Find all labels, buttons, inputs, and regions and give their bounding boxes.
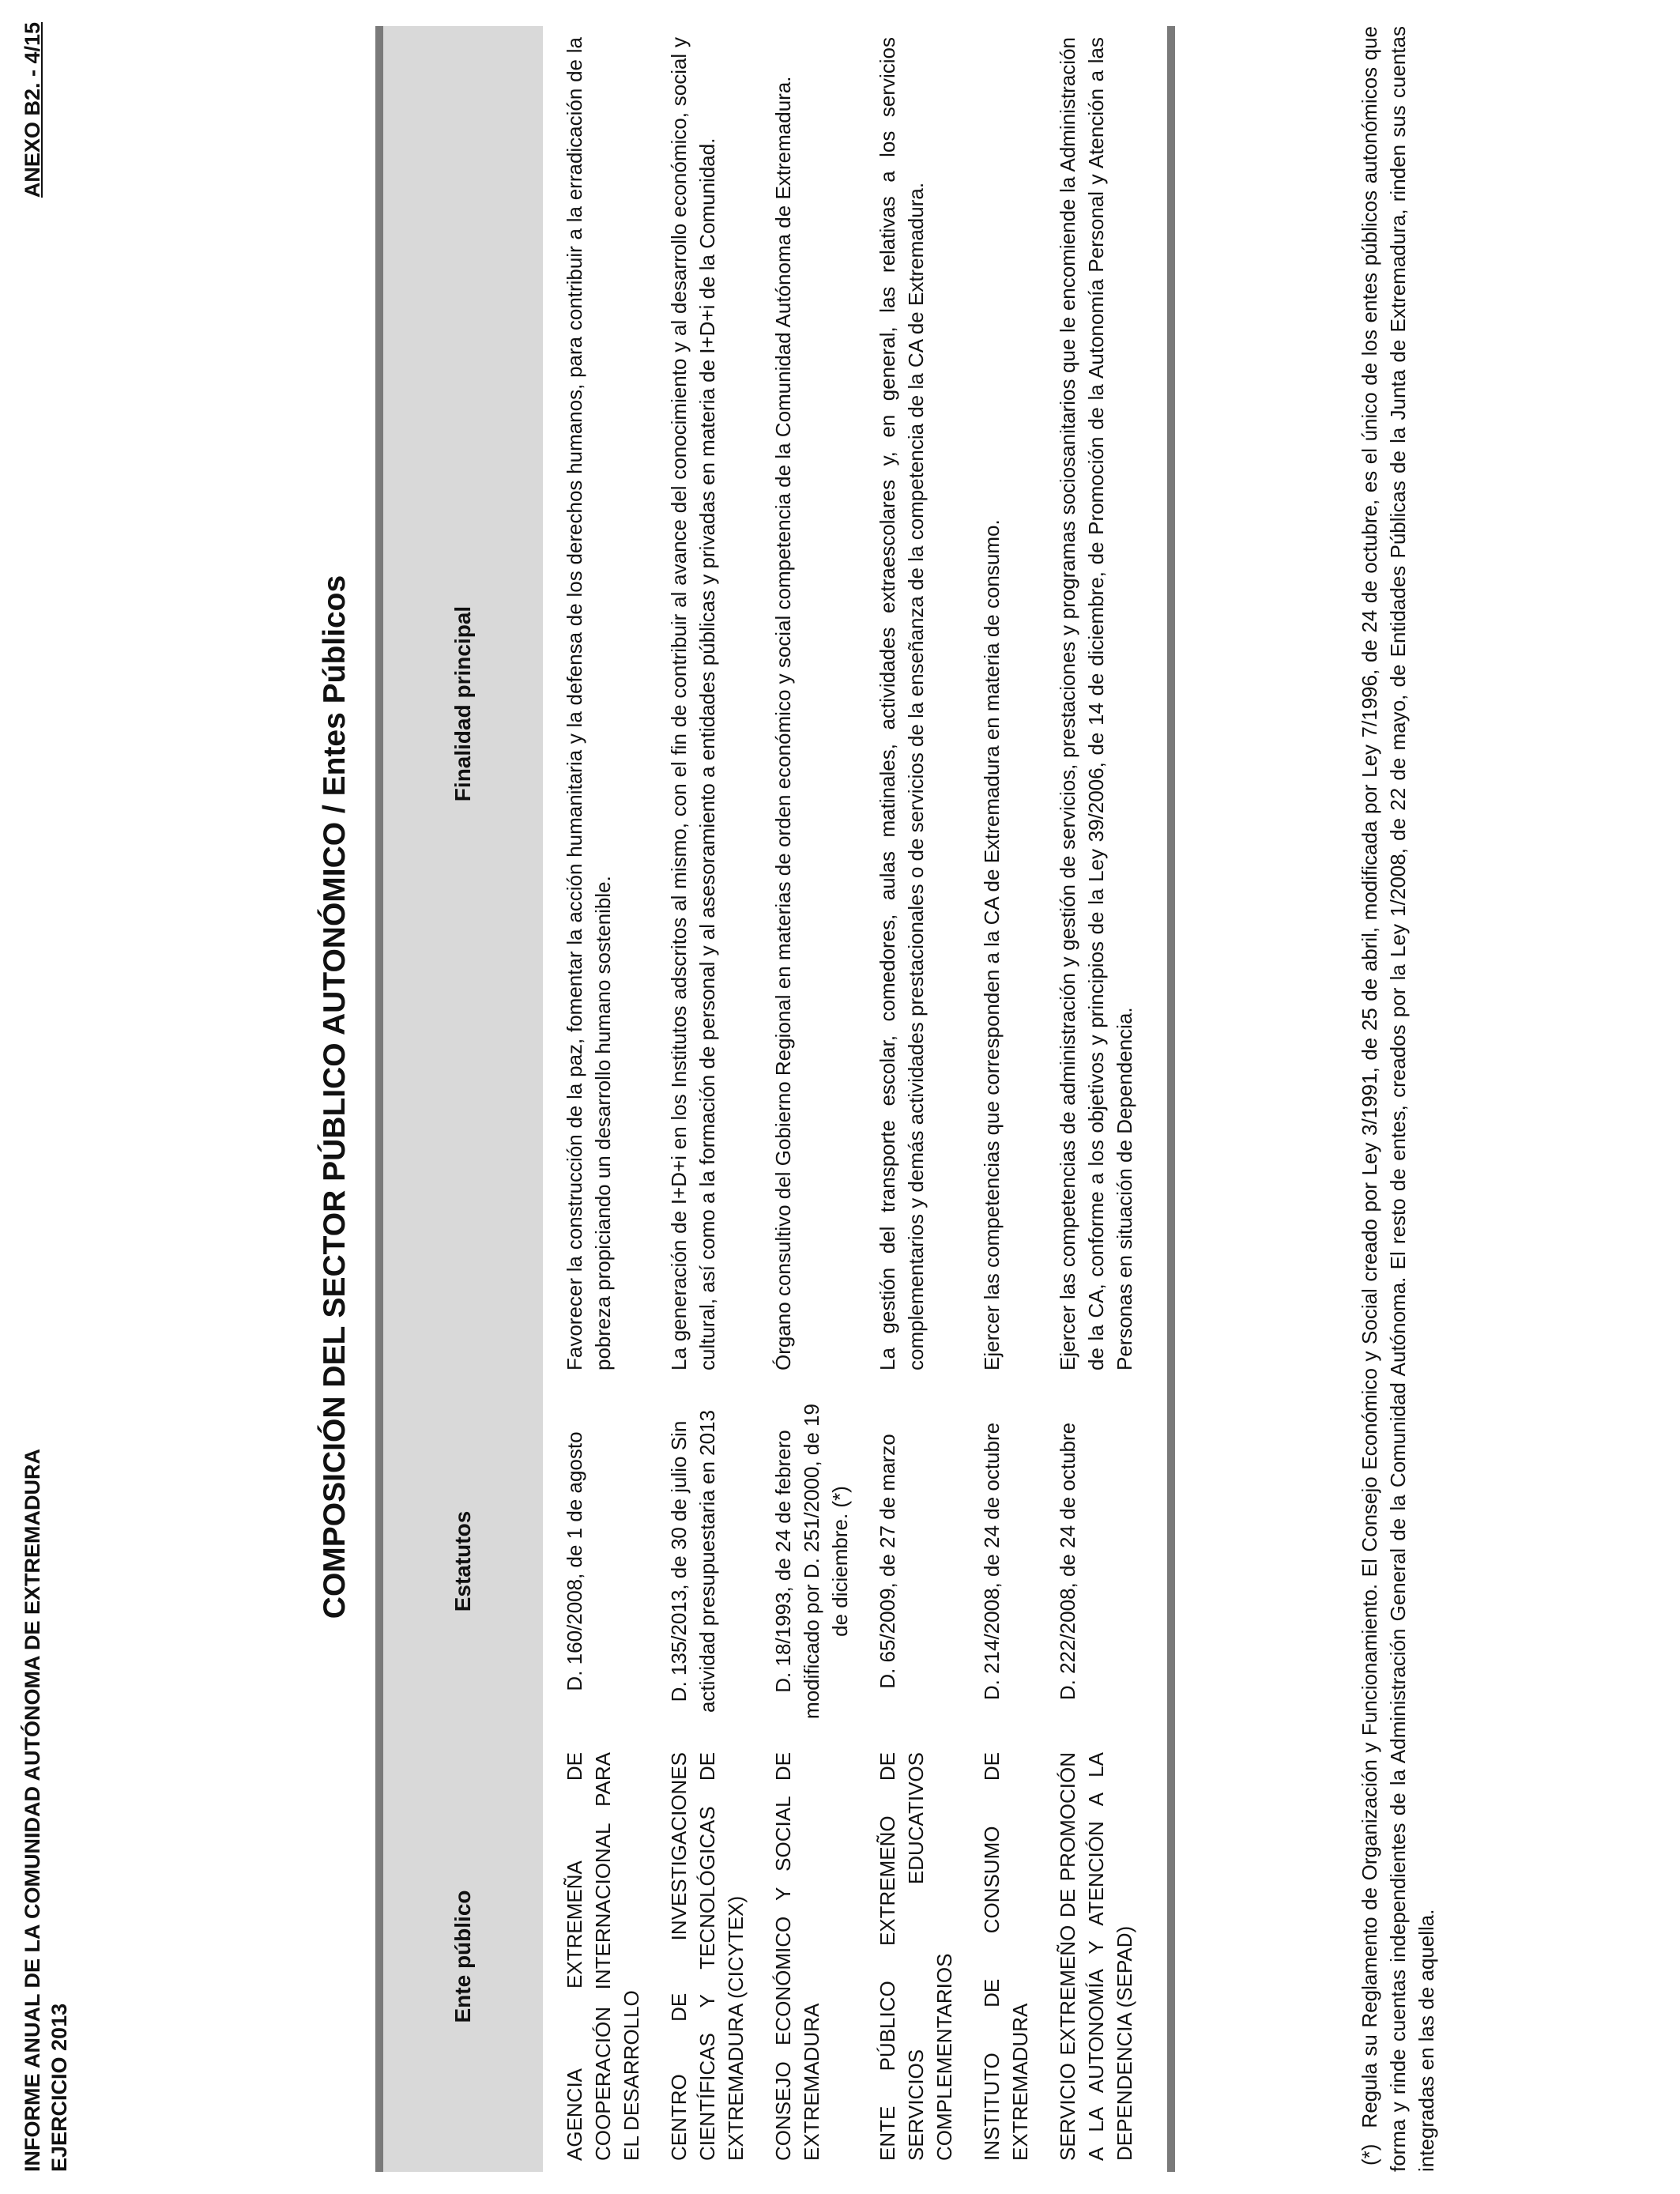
cell-finalidad: La generación de I+D+i en los Institutos adscritos al mismo, con el fin de contribuir al avance del conocimiento y al desarrollo económico, social y cultural, así como a la formación de personal y al asesoramiento a entidades públicas y privadas en materia de I+D+i de la Comunidad. xyxy=(667,37,719,1370)
column-header-finalidad: Finalidad principal xyxy=(379,26,543,1382)
cell-finalidad: Ejercer las competencias que corresponden a la CA de Extremadura en materia de consumo. xyxy=(980,519,1004,1370)
page-title: COMPOSICIÓN DEL SECTOR PÚBLICO AUTONÓMICO / Entes Públicos xyxy=(318,575,352,1619)
cell-ente: SERVICIO EXTREMEÑO DE PROMOCIÓN A LA AUTONOMÍA Y ATENCIÓN A LA DEPENDENCIA (SEPAD) xyxy=(1047,1741,1171,2172)
table-row xyxy=(543,26,658,2172)
cell-finalidad: Ejercer las competencias de administración y gestión de servicios, prestaciones y programas sociosanitarios que le encomiende la Administración de la CA, conforme a los objetivos y principios de la Ley 39/2006, de 14 de diciembre, de Promoción de la Autonomía Personal y Atención a las Personas en situación de Dependencia. xyxy=(1047,26,1171,1382)
table-row xyxy=(1047,26,1171,2172)
table-row xyxy=(867,26,971,2172)
report-title: INFORME ANUAL DE LA COMUNIDAD AUTÓNOMA DE EXTREMADURA xyxy=(21,1449,44,2172)
cell-estatutos: D. 135/2013, de 30 de julio Sin actividad presupuestaria en 2013 xyxy=(667,1409,719,1713)
cell-ente: CONSEJO ECONÓMICO Y SOCIAL DE EXTREMADURA xyxy=(771,1752,823,2161)
cell-estatutos: D. 65/2009, de 27 de marzo xyxy=(876,1434,899,1689)
table-row xyxy=(658,26,763,2172)
table-row xyxy=(763,26,867,2172)
report-header xyxy=(19,1449,73,2172)
cell-estatutos: D. 18/1993, de 24 de febrero modificado por D. 251/2000, de 19 de diciembre. (*) xyxy=(771,1404,852,1719)
column-header-ente: Ente público xyxy=(379,1741,543,2172)
footnote xyxy=(1355,26,1441,2172)
table-header-row xyxy=(379,26,543,2172)
column-header-estatutos: Estatutos xyxy=(379,1382,543,1741)
cell-ente: INSTITUTO DE CONSUMO DE EXTREMADURA xyxy=(980,1752,1032,2161)
cell-estatutos: D. 214/2008, de 24 de octubre xyxy=(980,1422,1004,1701)
cell-estatutos: D. 222/2008, de 24 de octubre xyxy=(1047,1382,1171,1741)
entes-table-wrapper xyxy=(375,26,1175,2172)
cell-ente: AGENCIA EXTREMEÑA DE COOPERACIÓN INTERNACIONAL PARA EL DESARROLLO xyxy=(563,1752,643,2161)
cell-finalidad: Órgano consultivo del Gobierno Regional en materias de orden económico y social competencia de la Comunidad Autónoma de Extremadura. xyxy=(771,76,795,1370)
cell-ente: CENTRO DE INVESTIGACIONES CIENTÍFICAS Y TECNOLÓGICAS DE EXTREMADURA (CICYTEX) xyxy=(667,1752,748,2161)
entes-table xyxy=(375,26,1175,2172)
table-row xyxy=(971,26,1047,2172)
exercise-year: EJERCICIO 2013 xyxy=(47,2003,71,2172)
cell-finalidad: Favorecer la construcción de la paz, fomentar la acción humanitaria y la defensa de los derechos humanos, para contribuir a la erradicación de la pobreza propiciando un desarrollo humano sostenible. xyxy=(563,37,615,1370)
annex-label: ANEXO B2. - 4/15 xyxy=(21,22,44,198)
cell-estatutos: D. 160/2008, de 1 de agosto xyxy=(563,1431,586,1691)
cell-ente: ENTE PÚBLICO EXTREMEÑO DE SERVICIOS EDUCATIVOS COMPLEMENTARIOS xyxy=(876,1752,956,2161)
footnote-text: Regula su Reglamento de Organización y Funcionamiento. El Consejo Económico y Social creado por Ley 3/1991, de 25 de abril, modificada por Ley 7/1996, de 24 de octubre, es el único de los entes públicos autonómicos que forma y rinde cuentas independientes de la Administración General de la Comunidad Autónoma. El resto de entes, creados por la Ley 1/2008, de 22 de mayo, de Entidades Públicas de la Junta de Extremadura, rinden sus cuentas integradas en las de aquella. xyxy=(1358,26,1438,2172)
cell-finalidad: La gestión del transporte escolar, comedores, aulas matinales, actividades extraescolares y, en general, las relativas a los servicios complementarios y demás actividades prestacionales o de servicios de la enseñanza de la competencia de la CA de Extremadura. xyxy=(876,37,928,1370)
footnote-mark: (*) xyxy=(1358,2143,1381,2166)
